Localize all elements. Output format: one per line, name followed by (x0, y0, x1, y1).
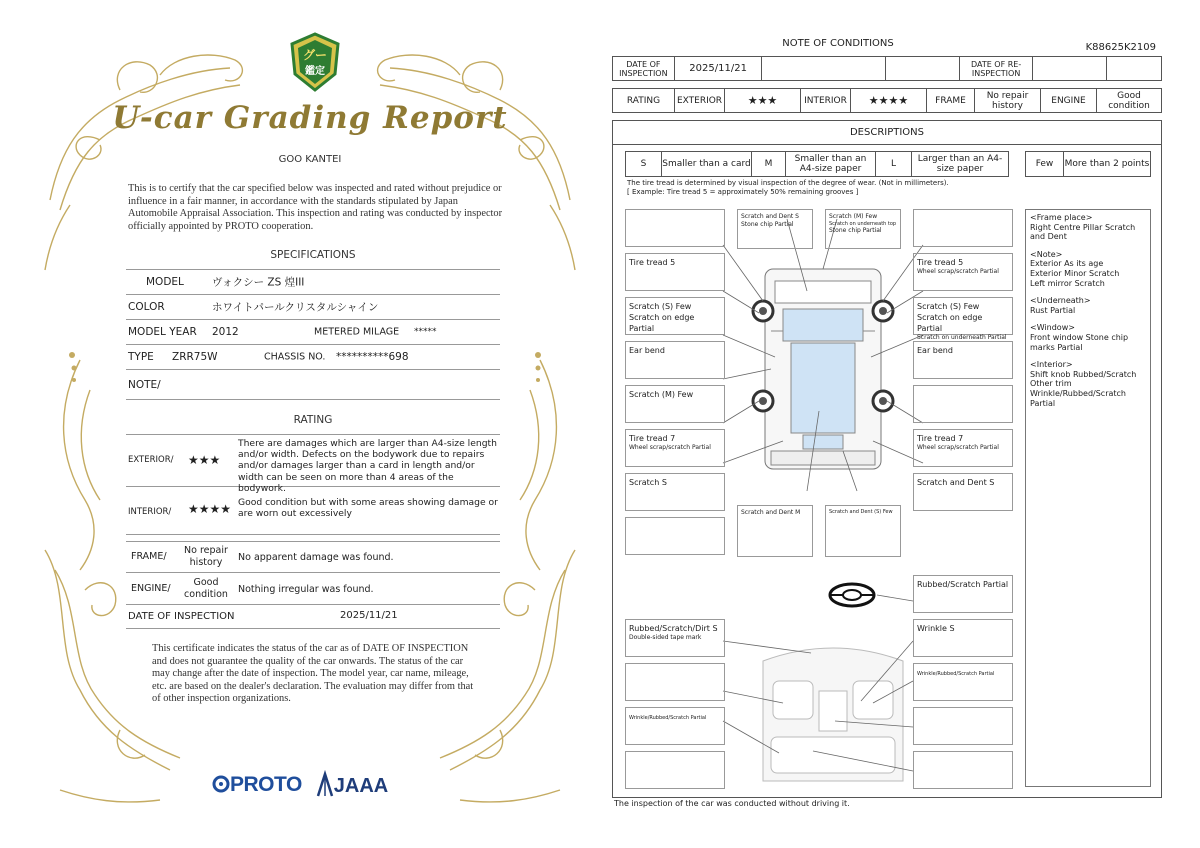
legend-m: M (752, 152, 786, 176)
inspection-date-value: 2025/11/21 (675, 57, 763, 80)
notes-side-panel (1025, 209, 1151, 787)
engine-label: ENGINE/ (131, 583, 171, 594)
frame-description: No apparent damage was found. (238, 552, 394, 563)
window-note: <Window> Front window Stone chip marks Partial (1030, 323, 1129, 352)
rating-summary-table (612, 88, 1162, 113)
condition-box-left-rear-tire: Tire tread 7 Wheel scrap/scratch Partial (625, 429, 725, 467)
spec-row-color (126, 295, 500, 320)
interior-label: INTERIOR (801, 89, 851, 112)
tire-note-line-1: The tire tread is determined by visual inspection of the degree of wear. (Not in millimeters). (627, 179, 949, 187)
reinspection-date-value (1033, 57, 1107, 80)
condition-box-left-side: Scratch (M) Few (625, 385, 725, 423)
color-label: COLOR (128, 301, 165, 313)
condition-box-rear-right: Scratch and Dent (S) Few (825, 505, 901, 557)
condition-box-left-front: Scratch (S) Few Scratch on edge Partial (625, 297, 725, 335)
inspection-disclaimer: The inspection of the car was conducted without driving it. (614, 799, 850, 808)
exterior-label: EXTERIOR/ (128, 455, 174, 465)
condition-box-right-ear: Ear bend (913, 341, 1013, 379)
inspection-dates-table (612, 56, 1162, 81)
jaaa-logo (316, 772, 388, 798)
mileage-value: ***** (414, 327, 437, 337)
report-code: K88625K2109 (1085, 42, 1156, 53)
condition-box-empty (913, 209, 1013, 247)
conditions-title: NOTE OF CONDITIONS (782, 38, 894, 49)
condition-box-front-left: Scratch and Dent S Stone chip Partial (737, 209, 813, 249)
condition-box-interior-right-trim: Wrinkle/Rubbed/Scratch Partial (913, 663, 1013, 701)
blank-cell (1107, 57, 1161, 80)
type-label: TYPE (128, 351, 154, 363)
note-of-conditions (612, 34, 1164, 814)
goo-kantei-badge-logo (288, 32, 342, 92)
condition-box-empty (913, 385, 1013, 423)
car-interior-diagram (753, 641, 913, 791)
interior-stars: ★★★★ (851, 89, 927, 112)
legend-s: S (626, 152, 662, 176)
reinspection-date-label: DATE OF RE-INSPECTION (960, 57, 1034, 80)
underneath-note: <Underneath> Rust Partial (1030, 296, 1091, 315)
exterior-stars: ★★★ (188, 453, 221, 467)
inspection-date-label: DATE OF INSPECTION (613, 57, 675, 80)
type-value: ZRR75W (172, 351, 218, 363)
size-legend (625, 151, 1009, 177)
model-year-label: MODEL YEAR (128, 326, 197, 338)
interior-label: INTERIOR/ (128, 507, 172, 517)
blank-cell (886, 57, 960, 80)
legend-m-desc: Smaller than an A4-size paper (786, 152, 876, 176)
engine-label: ENGINE (1041, 89, 1097, 112)
proto-mark-icon (212, 775, 230, 793)
legend-l-desc: Larger than an A4-size paper (917, 154, 1003, 174)
rating-row-engine (126, 573, 500, 605)
proto-logo-text: PROTO (230, 773, 302, 796)
condition-box-empty (913, 751, 1013, 789)
chassis-label: CHASSIS NO. (264, 351, 326, 363)
exterior-label: EXTERIOR (675, 89, 725, 112)
condition-box-steering: Rubbed/Scratch Partial (913, 575, 1013, 613)
report-subtitle: GOO KANTEI (278, 154, 342, 165)
tire-note-line-2: [ Example: Tire tread 5 = approximately 50% remaining grooves ] (627, 188, 859, 196)
spec-row-year (126, 320, 500, 345)
exterior-stars: ★★★ (725, 89, 801, 112)
condition-box-rear-left: Scratch and Dent M (737, 505, 813, 557)
specifications-table (126, 269, 500, 400)
steering-leader-line (877, 589, 913, 605)
rating-label: RATING (613, 89, 675, 112)
condition-box-right-rear-tire: Tire tread 7 Wheel scrap/scratch Partial (913, 429, 1013, 467)
legend-l: L (876, 152, 912, 176)
condition-box-left-front-tire: Tire tread 5 (625, 253, 725, 291)
note-label: NOTE/ (128, 378, 161, 391)
condition-box-empty (625, 663, 725, 701)
rating-row-exterior (126, 435, 500, 494)
chassis-value: **********698 (336, 351, 409, 363)
spec-row-type (126, 345, 500, 370)
mileage-label: METERED MILAGE (314, 326, 400, 338)
certificate-disclaimer: This certificate indicates the status of the car as of DATE OF INSPECTION and does not guarantee the quality of the car onwards. The status of the car may change after the date of inspection. The model year, car name, mileage, etc. are based on the dealer's declaration. The evaluation may differ from that of other inspection organizations. (152, 643, 474, 704)
frame-place-note: <Frame place> Right Centre Pillar Scratch and Dent (1030, 213, 1136, 242)
car-top-view-diagram (723, 251, 923, 491)
condition-box-right-rear: Scratch and Dent S (913, 473, 1013, 511)
model-value: ヴォクシー ZS 煌III (212, 276, 305, 289)
condition-box-interior-left-trim: Wrinkle/Rubbed/Scratch Partial (625, 707, 725, 745)
few-legend (1025, 151, 1151, 177)
interior-description: Good condition but with some areas showing damage or are worn out excessively (238, 497, 498, 520)
frame-label: FRAME (927, 89, 975, 112)
legend-few: Few (1026, 152, 1064, 176)
descriptions-panel (612, 120, 1162, 798)
model-label: MODEL (146, 276, 184, 288)
legend-few-desc: More than 2 points (1064, 159, 1150, 169)
condition-box-empty (913, 707, 1013, 745)
general-note: <Note> Exterior As its age Exterior Minor Scratch Left mirror Scratch (1030, 249, 1120, 288)
certification-statement: This is to certify that the car specified below was inspected and rated without prejudice or influence in a fair manner, in accordance with the standards stipulated by Japan Automobile Appraisal Association. This inspection and rating was conducted by inspector officially appointed by PROTO cooperation. (128, 183, 503, 232)
condition-box-empty (625, 209, 725, 247)
rating-row-date (126, 605, 500, 629)
specifications-heading: SPECIFICATIONS (270, 249, 356, 261)
report-title: U-car Grading Report (112, 100, 508, 136)
color-value: ホワイトパールクリスタルシャイン (212, 301, 379, 314)
condition-box-right-front-tire: Tire tread 5 Wheel scrap/scratch Partial (913, 253, 1013, 291)
descriptions-heading: DESCRIPTIONS (613, 121, 1161, 145)
steering-wheel-icon (827, 581, 877, 609)
condition-box-empty (625, 751, 725, 789)
condition-box-right-front: Scratch (S) Few Scratch on edge Partial Scratch on underneath Partial (913, 297, 1013, 335)
engine-value: Good condition (184, 577, 228, 600)
jaaa-mark-icon (316, 772, 334, 798)
svg-text:鑑定: 鑑定 (305, 66, 325, 77)
blank-cell (762, 57, 886, 80)
proto-logo (212, 773, 302, 797)
rating-heading: RATING (293, 414, 333, 426)
condition-box-interior-right: Wrinkle S (913, 619, 1013, 657)
condition-box-left-ear: Ear bend (625, 341, 725, 379)
engine-description: Nothing irregular was found. (238, 584, 374, 595)
spec-row-note (126, 370, 500, 400)
tire-tread-note (627, 179, 949, 197)
condition-box-left-rear: Scratch S (625, 473, 725, 511)
condition-box-empty (625, 517, 725, 555)
logo-row (212, 770, 388, 800)
rating-row-interior (126, 487, 500, 535)
frame-value: No repair history (184, 545, 228, 568)
inspection-date-value: 2025/11/21 (340, 610, 398, 621)
model-year-value: 2012 (212, 326, 239, 338)
legend-s-desc: Smaller than a card (662, 152, 752, 176)
interior-note: <Interior> Shift knob Rubbed/Scratch Other trim Wrinkle/Rubbed/Scratch Partial (1030, 360, 1137, 408)
jaaa-logo-text: JAAA (333, 775, 389, 797)
interior-stars: ★★★★ (188, 502, 232, 516)
rating-table (126, 434, 500, 629)
exterior-description: There are damages which are larger than A4-size length and/or width. Defects on the bodywork due to repairs and/or damages larger than a card in length and/or width can be seen on more than 4 areas of the bodywork. (238, 438, 497, 494)
grading-certificate (40, 30, 580, 820)
condition-box-interior-front-left: Rubbed/Scratch/Dirt S Double-sided tape mark (625, 619, 725, 657)
svg-text:グー: グー (302, 48, 328, 62)
spec-row-model (126, 270, 500, 295)
rating-row-frame (126, 541, 500, 573)
engine-value: Good condition (1108, 90, 1150, 111)
condition-box-front-right: Scratch (M) Few Scratch on underneath top Stone chip Partial (825, 209, 901, 249)
frame-label: FRAME/ (131, 551, 167, 562)
frame-value: No repair history (975, 89, 1041, 112)
inspection-date-label: DATE OF INSPECTION (128, 611, 235, 622)
